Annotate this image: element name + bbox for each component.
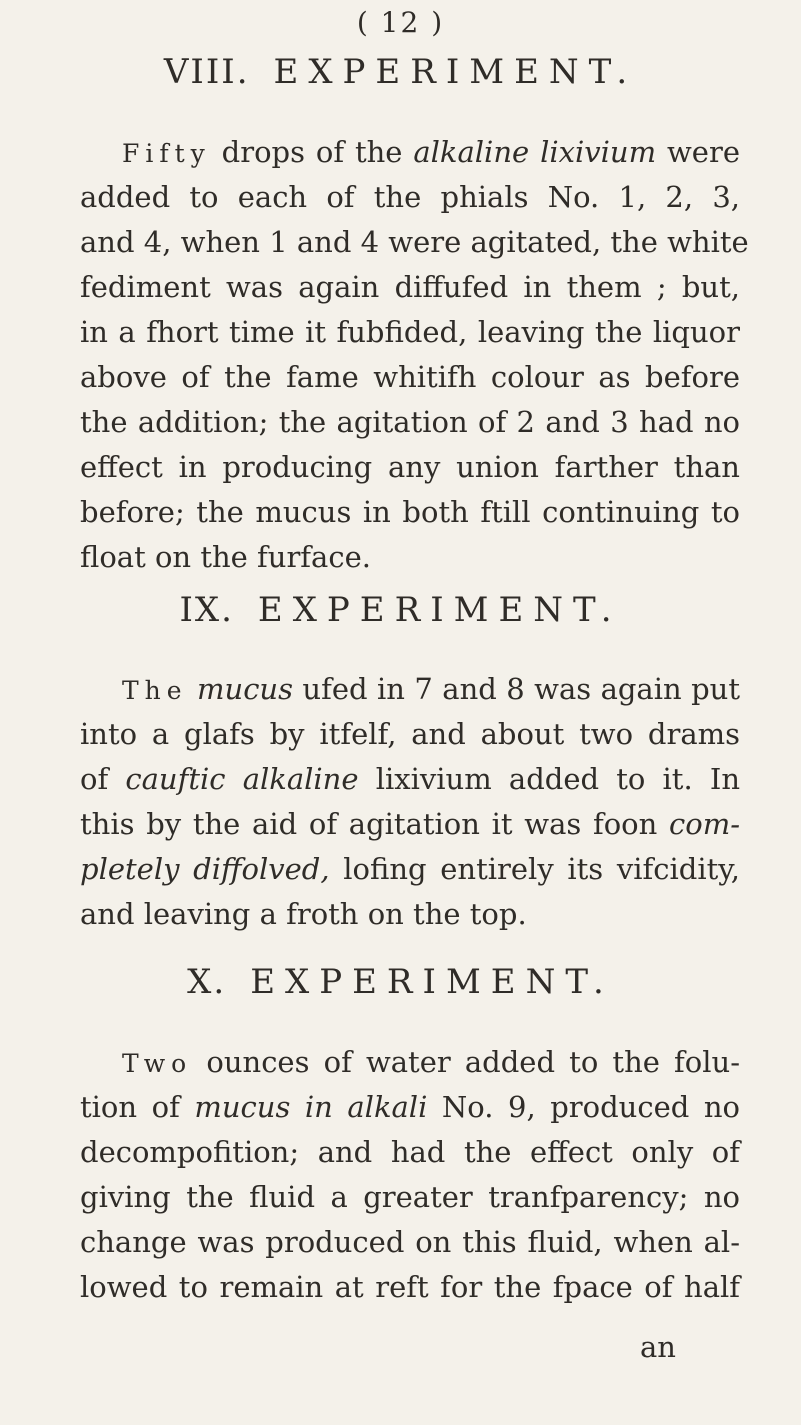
text-line [80,1177,740,1217]
text-line [80,894,740,934]
text-run: Fifty [122,139,211,168]
text-run: added to each of the phials No. 1, 2, 3, [80,180,740,214]
text-run: decompofition; and had the effect only of [80,1135,740,1169]
text-line [80,447,740,487]
text-line [80,312,740,352]
section-title: EXPERIMENT. [257,590,622,630]
text-run [188,672,197,706]
text-run: above of the fame whitifh colour as before [80,360,740,394]
text-run: before; the mucus in both ftill continuing to [80,495,740,529]
text-run: No. 9, produced no [427,1090,740,1124]
text-line [122,132,740,172]
text-run: com- [669,807,740,841]
text-run: mucus [197,672,293,706]
text-run: were [656,135,740,169]
text-run: effect in producing any union farther than [80,450,740,484]
text-line [80,402,740,442]
text-run: this by the aid of agitation it was foon [80,807,669,841]
text-line [122,669,740,709]
catchword: an [640,1330,676,1364]
text-line [80,1087,740,1127]
section-heading [0,962,801,1002]
section-heading [0,52,801,92]
text-run: and 4, when 1 and 4 were agitated, the white [80,225,749,259]
text-run: pletely diffolved, [80,852,330,886]
text-run: fediment was again diffufed in them ; but, [80,270,740,304]
text-line [80,804,740,844]
text-run: Two [122,1049,193,1078]
text-run: giving the fluid a greater tranfparency; no [80,1180,740,1214]
text-run: float on the furface. [80,540,371,574]
text-line [80,177,740,217]
text-line [80,222,749,262]
section-title: EXPERIMENT. [273,52,638,92]
text-line [80,357,740,397]
text-line [80,1267,740,1307]
text-line [80,849,740,889]
text-run: drops of the [210,135,414,169]
text-run: in a fhort time it fubfided, leaving the liquor [80,315,740,349]
text-run: cauftic alkaline [125,762,359,796]
section-numeral: X. [187,962,227,1002]
text-run: lixivium added to it. In [358,762,740,796]
section-numeral: IX. [179,590,234,630]
section-heading [0,590,801,630]
text-line [80,1222,740,1262]
text-line [80,714,740,754]
text-run: lofing entirely its vifcidity, [329,852,740,886]
section-title: EXPERIMENT. [250,962,614,1002]
text-run: into a glafs by itfelf, and about two drams [80,717,740,751]
text-line [80,759,740,799]
text-line [80,267,740,307]
text-run: alkaline lixivium [413,135,657,169]
text-run: the addition; the agitation of 2 and 3 had no [80,405,740,439]
text-run: and leaving a froth on the top. [80,897,527,931]
text-line [80,537,740,577]
text-line [122,1042,740,1082]
text-run: ufed in 7 and 8 was again put [293,672,740,706]
text-run: of [80,762,126,796]
page-number: ( 12 ) [356,6,445,39]
text-line [80,492,740,532]
text-run: mucus in alkali [194,1090,428,1124]
text-run: ounces of water added to the folu- [192,1045,740,1079]
text-run: change was produced on this fluid, when al- [80,1225,740,1259]
text-run: lowed to remain at reft for the fpace of half [80,1270,740,1304]
section-numeral: VIII. [163,52,250,92]
text-run: tion of [80,1090,195,1124]
text-line [80,1132,740,1172]
text-run: The [122,676,188,705]
